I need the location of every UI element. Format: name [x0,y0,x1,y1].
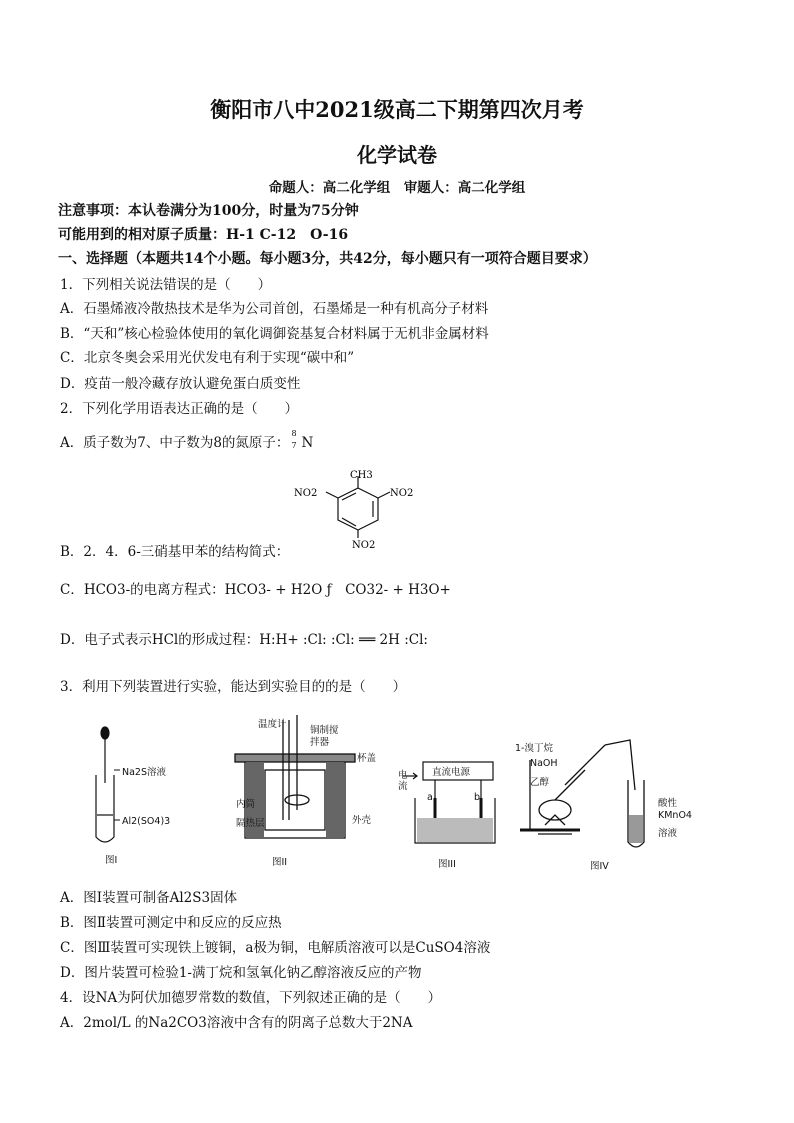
authors-line: 命题人：高二化学组 审题人：高二化学组 [268,180,526,196]
q2-option-c: C．HCO3-的电离方程式：HCO3- + H2O ƒ CO32- + H3O+ [60,582,451,598]
q2-option-d: D．电子式表示HCl的形成过程：H:H+ :Cl: :Cl: ══ 2H :Cl: [60,632,428,648]
q4-option-a: A．2mol/L 的Na2CO3溶液中含有的阴离子总数大于2NA [60,1015,413,1031]
figure-2-calorimeter [225,710,375,850]
atomic-number: 7 [291,441,297,450]
q2-option-b: B．2．4．6-三硝基甲苯的结构简式： [60,544,290,560]
fig1-reagent-2: Al2(SO4)3 [122,816,171,827]
fig4-reagent-2: NaOH [530,758,558,769]
fig2-stirrer-label: 铜制搅拌器 [310,725,339,748]
q1-option-b: B．“天和”核心检验体使用的氧化调御瓷基复合材料属于无机非金属材料 [60,326,489,342]
benzene-ring [338,488,378,530]
q3-option-b: B．图Ⅱ装置可测定中和反应的反应热 [60,915,282,931]
fig1-label: 图I [105,855,118,866]
fig4-reagent-3: 乙醇 [530,777,550,788]
figure-1-test-tube [90,725,180,855]
fig3-electrode-b: b [474,792,481,803]
q1-stem: 1．下列相关说法错误的是（ ） [60,277,272,293]
fig4-label: 图IV [590,861,609,872]
ch3-label: CH3 [350,470,373,481]
q3-option-a: A．图Ⅰ装置可制备Al2S3固体 [60,890,238,906]
fig3-power-label: 直流电源 [432,767,471,778]
no2-left-label: NO2 [294,488,318,499]
notice-line: 注意事项：本认卷满分为100分，时量为75分钟 [58,203,359,219]
section-heading: 一、选择题（本题共14个小题。每小题3分，共42分，每小题只有一项符合题目要求） [58,251,597,267]
q2-stem: 2．下列化学用语表达正确的是（ ） [60,401,299,417]
no2-bottom-label: NO2 [352,540,376,551]
nuclide-notation [289,429,301,450]
mass-number: 8 [291,429,297,438]
fig1-reagent-1: Na2S溶液 [122,767,167,778]
q3-stem: 3．利用下列装置进行实验，能达到实验目的的是（ ） [60,679,407,695]
fig4-right-2: KMnO4 [658,810,692,821]
fig3-electrode-a: a [427,792,433,803]
fig3-label: 图III [438,859,456,870]
fig2-insulation-label: 隔热层 [236,818,265,829]
q1-option-d: D．疫苗一般冷藏存放认避免蛋白质变性 [60,376,301,392]
exam-subtitle: 化学试卷 [357,143,437,167]
tnt-structure-diagram [290,470,440,552]
fig3-current-label: 电流 [398,770,408,792]
q2-option-a [60,431,313,451]
q3-option-d: D．图片装置可检验1-满丁烷和氢氧化钠乙醇溶液反应的产物 [60,965,422,981]
q3-option-c: C．图Ⅲ装置可实现铁上镀铜，a极为铜，电解质溶液可以是CuSO4溶液 [60,940,491,956]
fig2-thermometer-label: 温度计 [258,719,287,730]
fig2-inner-label: 内筒 [236,799,256,810]
q4-stem: 4．设NA为阿伏加德罗常数的数值，下列叙述正确的是（ ） [60,990,442,1006]
no2-right-label: NO2 [390,488,414,499]
q1-option-a: A．石墨烯液冷散热技术是华为公司首创，石墨烯是一种有机高分子材料 [60,301,489,317]
q1-option-c: C．北京冬奥会采用光伏发电有利于实现“碳中和” [60,350,355,366]
q2-a-text: A．质子数为7、中子数为8的氮原子： [60,435,290,451]
exam-title: 衡阳市八中2021级高二下期第四次月考 [210,97,584,122]
atomic-mass-line: 可能用到的相对原子质量：H-1 C-12 O-16 [58,227,349,243]
fig4-right-1: 酸性 [658,798,678,809]
element-symbol: N [301,435,314,451]
fig2-lid-label: 杯盖 [357,753,377,764]
fig4-reagent-1: 1-溴丁烷 [515,743,553,754]
fig4-right-3: 溶液 [658,828,678,839]
fig2-label: 图II [272,857,288,868]
fig2-outer-label: 外壳 [352,815,372,826]
